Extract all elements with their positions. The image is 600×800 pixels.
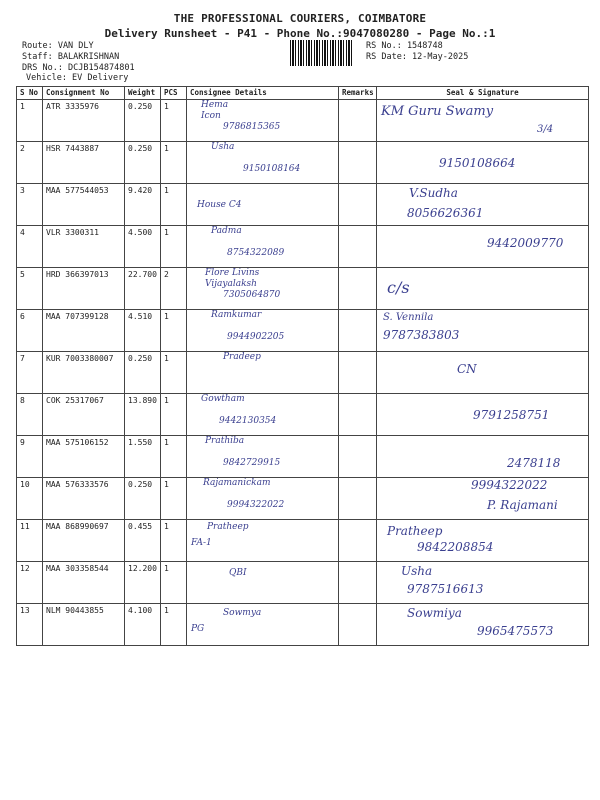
consignee-line: Sowmya [223, 608, 262, 618]
signature-line: S. Vennila [383, 312, 434, 323]
table-row [17, 184, 589, 226]
table-row [17, 394, 589, 436]
col-header-signature: Seal & Signature [377, 87, 589, 100]
consignee-line: Pradeep [223, 352, 261, 362]
pcs: 1 [161, 310, 187, 352]
remarks [339, 142, 377, 184]
consignee-line: Padma [211, 226, 242, 236]
signature-cell [377, 226, 589, 268]
pcs: 1 [161, 394, 187, 436]
sno: 8 [17, 394, 43, 436]
weight: 9.420 [125, 184, 161, 226]
remarks [339, 268, 377, 310]
consignment-no: KUR 7003380007 [43, 352, 125, 394]
table-row [17, 268, 589, 310]
consignment-no: MAA 577544053 [43, 184, 125, 226]
remarks [339, 604, 377, 646]
company-title: THE PROFESSIONAL COURIERS, COIMBATORE [173, 12, 427, 25]
weight: 13.890 [125, 394, 161, 436]
remarks [339, 436, 377, 478]
signature-cell [377, 436, 589, 478]
sno: 7 [17, 352, 43, 394]
rs-number: RS No.: 1548748 [366, 41, 443, 51]
consignee-line: 7305064870 [223, 290, 281, 300]
consignee-line: Rajamanickam [203, 478, 271, 488]
signature-line: 2478118 [507, 456, 561, 470]
consignment-no: MAA 575106152 [43, 436, 125, 478]
sno: 2 [17, 142, 43, 184]
weight: 0.250 [125, 100, 161, 142]
signature-line: 9791258751 [473, 408, 550, 422]
sno: 3 [17, 184, 43, 226]
consignee-line: 9786815365 [223, 122, 281, 132]
rs-date: RS Date: 12-May-2025 [366, 52, 469, 62]
pcs: 1 [161, 100, 187, 142]
consignee-details [187, 268, 339, 310]
remarks [339, 562, 377, 604]
consignee-line: 9994322022 [227, 500, 285, 510]
col-header-consignment: Consignment No [43, 87, 125, 100]
pcs: 1 [161, 478, 187, 520]
consignee-details [187, 604, 339, 646]
pcs: 1 [161, 352, 187, 394]
table-row [17, 226, 589, 268]
pcs: 1 [161, 604, 187, 646]
consignee-line: Prathiba [205, 436, 245, 446]
table-row [17, 520, 589, 562]
consignee-details [187, 100, 339, 142]
table-header-row [17, 87, 589, 100]
consignee-line: Flore Livins [205, 268, 260, 278]
sno: 12 [17, 562, 43, 604]
weight: 0.250 [125, 142, 161, 184]
consignee-line: QBI [229, 568, 247, 578]
signature-line: Usha [401, 564, 433, 578]
signature-line: 9442009770 [487, 236, 564, 250]
consignee-line: PG [191, 624, 205, 634]
remarks [339, 478, 377, 520]
remarks [339, 100, 377, 142]
pcs: 2 [161, 268, 187, 310]
table-row [17, 352, 589, 394]
table-row [17, 562, 589, 604]
sno: 4 [17, 226, 43, 268]
weight: 0.455 [125, 520, 161, 562]
signature-cell [377, 352, 589, 394]
signature-cell [377, 184, 589, 226]
signature-line: 9787383803 [383, 328, 460, 342]
pcs: 1 [161, 184, 187, 226]
signature-line: 8056626361 [407, 206, 484, 220]
signature-line: P. Rajamani [487, 498, 558, 512]
col-header-weight: Weight [125, 87, 161, 100]
weight: 4.500 [125, 226, 161, 268]
signature-cell [377, 394, 589, 436]
weight: 12.200 [125, 562, 161, 604]
vehicle-label: Vehicle: EV Delivery [26, 73, 129, 83]
signature-cell [377, 100, 589, 142]
consignee-details [187, 142, 339, 184]
consignee-details [187, 394, 339, 436]
consignment-no: MAA 868990697 [43, 520, 125, 562]
consignee-line: 9442130354 [219, 416, 277, 426]
consignee-details [187, 562, 339, 604]
weight: 0.250 [125, 352, 161, 394]
sno: 11 [17, 520, 43, 562]
consignment-no: COK 25317067 [43, 394, 125, 436]
table-row [17, 478, 589, 520]
consignee-line: 9150108164 [243, 164, 301, 174]
consignee-details [187, 352, 339, 394]
remarks [339, 352, 377, 394]
consignment-no: VLR 3300311 [43, 226, 125, 268]
route-label: Route: VAN DLY [22, 41, 94, 51]
signature-line: 9787516613 [407, 582, 484, 596]
sno: 9 [17, 436, 43, 478]
signature-line: 3/4 [537, 124, 554, 135]
pcs: 1 [161, 226, 187, 268]
signature-line: Sowmiya [407, 606, 462, 620]
table-row [17, 142, 589, 184]
remarks [339, 394, 377, 436]
consignee-details [187, 520, 339, 562]
col-header-remarks: Remarks [339, 87, 377, 100]
consignee-line: Vijayalaksh [205, 279, 257, 289]
consignee-line: 9944902205 [227, 332, 285, 342]
consignee-details [187, 310, 339, 352]
sno: 1 [17, 100, 43, 142]
signature-line: 9842208854 [417, 540, 494, 554]
pcs: 1 [161, 436, 187, 478]
remarks [339, 520, 377, 562]
pcs: 1 [161, 520, 187, 562]
consignee-details [187, 184, 339, 226]
remarks [339, 226, 377, 268]
consignment-no: ATR 3335976 [43, 100, 125, 142]
table-row [17, 100, 589, 142]
signature-line: 9994322022 [471, 478, 548, 492]
runsheet-subtitle: Delivery Runsheet - P41 - Phone No.:9047080280 - Page No.:1 [104, 27, 496, 40]
sno: 5 [17, 268, 43, 310]
consignee-details [187, 436, 339, 478]
consignee-line: House C4 [197, 200, 242, 210]
barcode-icon [290, 40, 352, 66]
pcs: 1 [161, 142, 187, 184]
remarks [339, 310, 377, 352]
consignment-no: MAA 707399128 [43, 310, 125, 352]
table-row [17, 604, 589, 646]
signature-cell [377, 268, 589, 310]
consignee-details [187, 478, 339, 520]
consignee-line: Hema [201, 100, 229, 110]
consignee-line: Icon [201, 111, 221, 121]
signature-line: Pratheep [387, 524, 443, 538]
signature-line: V.Sudha [409, 186, 458, 200]
consignee-line: Pratheep [207, 522, 249, 532]
sno: 6 [17, 310, 43, 352]
consignment-no: HSR 7443887 [43, 142, 125, 184]
table-row [17, 436, 589, 478]
signature-cell [377, 478, 589, 520]
signature-cell [377, 520, 589, 562]
signature-line: 9150108664 [439, 156, 516, 170]
consignment-no: MAA 303358544 [43, 562, 125, 604]
sno: 13 [17, 604, 43, 646]
weight: 4.510 [125, 310, 161, 352]
consignee-line: Ramkumar [211, 310, 262, 320]
col-header-sno: S No [17, 87, 43, 100]
signature-line: CN [457, 362, 477, 376]
pcs: 1 [161, 562, 187, 604]
consignment-no: NLM 90443855 [43, 604, 125, 646]
table-row [17, 310, 589, 352]
consignee-line: Usha [211, 142, 235, 152]
consignee-line: Gowtham [201, 394, 245, 404]
weight: 22.700 [125, 268, 161, 310]
runsheet-table [16, 86, 589, 646]
remarks [339, 184, 377, 226]
consignee-line: 8754322089 [227, 248, 285, 258]
consignee-line: 9842729915 [223, 458, 281, 468]
signature-line: c/s [387, 278, 410, 297]
drs-label: DRS No.: DCJB154874801 [22, 63, 135, 73]
signature-line: 9965475573 [477, 624, 554, 638]
weight: 1.550 [125, 436, 161, 478]
sno: 10 [17, 478, 43, 520]
weight: 4.100 [125, 604, 161, 646]
signature-cell [377, 142, 589, 184]
weight: 0.250 [125, 478, 161, 520]
col-header-pcs: PCS [161, 87, 187, 100]
signature-cell [377, 604, 589, 646]
signature-cell [377, 562, 589, 604]
consignment-no: HRD 366397013 [43, 268, 125, 310]
signature-line: KM Guru Swamy [381, 104, 494, 119]
consignment-no: MAA 576333576 [43, 478, 125, 520]
signature-cell [377, 310, 589, 352]
col-header-consignee: Consignee Details [187, 87, 339, 100]
consignee-line: FA-1 [191, 538, 212, 548]
staff-label: Staff: BALAKRISHNAN [22, 52, 120, 62]
consignee-details [187, 226, 339, 268]
